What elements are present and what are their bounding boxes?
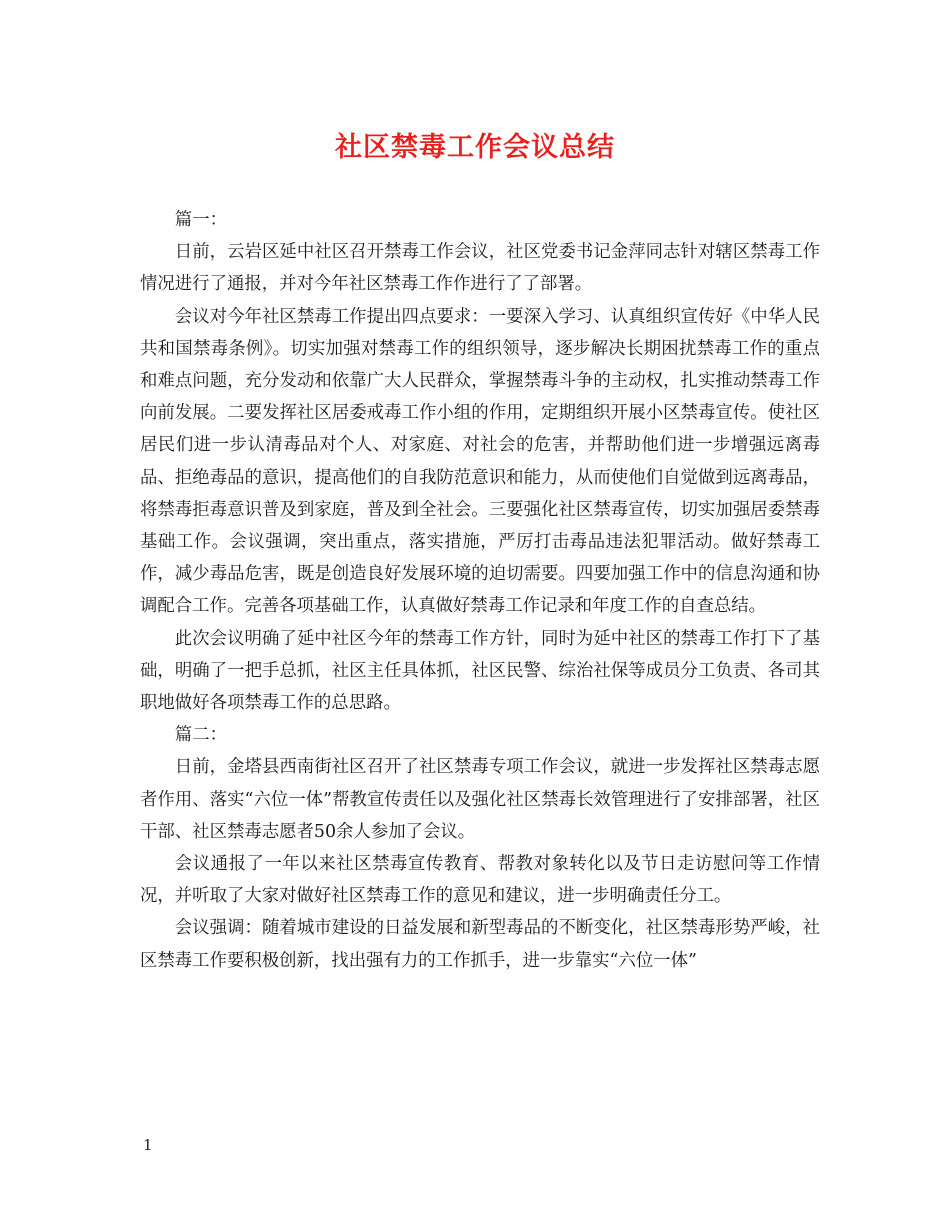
paragraph: 日前，金塔县西南街社区召开了社区禁毒专项工作会议，就进一步发挥社区禁毒志愿者作用、落实“六位一体”帮教宣传责任以及强化社区禁毒长效管理进行了安排部署，社区干部、社区禁毒志愿者50余人参加了会议。 [140, 757, 820, 842]
paragraph: 日前，云岩区延中社区召开禁毒工作会议，社区党委书记金萍同志针对辖区禁毒工作情况进行了通报，并对今年社区禁毒工作作进行了了部署。 [140, 242, 820, 295]
section-heading-1: 篇一： [174, 210, 227, 230]
paragraph: 会议对今年社区禁毒工作提出四点要求：一要深入学习、认真组织宣传好《中华人民共和国禁毒条例》。切实加强对禁毒工作的组织领导，逐步解决长期困扰禁毒工作的重点和难点问题，充分发动和依靠广大人民群众，掌握禁毒斗争的主动权，扎实推动禁毒工作向前发展。二要发挥社区居委戒毒工作小组的作用，定期组织开展小区禁毒宣传。使社区居民们进一步认清毒品对个人、对家庭、对社会的危害，并帮助他们进一步增强远离毒品、拒绝毒品的意识，提高他们的自我防范意识和能力，从而使他们自觉做到远离毒品，将禁毒拒毒意识普及到家庭，普及到全社会。三要强化社区禁毒宣传，切实加强居委禁毒基础工作。会议强调，突出重点，落实措施，严厉打击毒品违法犯罪活动。做好禁毒工作，减少毒品危害，既是创造良好发展环境的迫切需要。四要加强工作中的信息沟通和协调配合工作。完善各项基础工作，认真做好禁毒工作记录和年度工作的自查总结。 [140, 306, 820, 617]
document-title: 社区禁毒工作会议总结 [335, 132, 615, 163]
page-number: 1 [143, 1136, 153, 1154]
document-body [140, 204, 820, 977]
section-heading-2: 篇二： [174, 725, 227, 746]
paragraph: 此次会议明确了延中社区今年的禁毒工作方针，同时为延中社区的禁毒工作打下了基础，明确了一把手总抓，社区主任具体抓，社区民警、综治社保等成员分工负责、各司其职地做好各项禁毒工作的总思路。 [140, 628, 820, 714]
paragraph: 会议强调：随着城市建设的日益发展和新型毒品的不断变化，社区禁毒形势严峻，社区禁毒工作要积极创新，找出强有力的工作抓手，进一步靠实“六位一体” [140, 918, 820, 971]
paragraph: 会议通报了一年以来社区禁毒宣传教育、帮教对象转化以及节日走访慰问等工作情况，并听取了大家对做好社区禁毒工作的意见和建议，进一步明确责任分工。 [140, 854, 820, 907]
